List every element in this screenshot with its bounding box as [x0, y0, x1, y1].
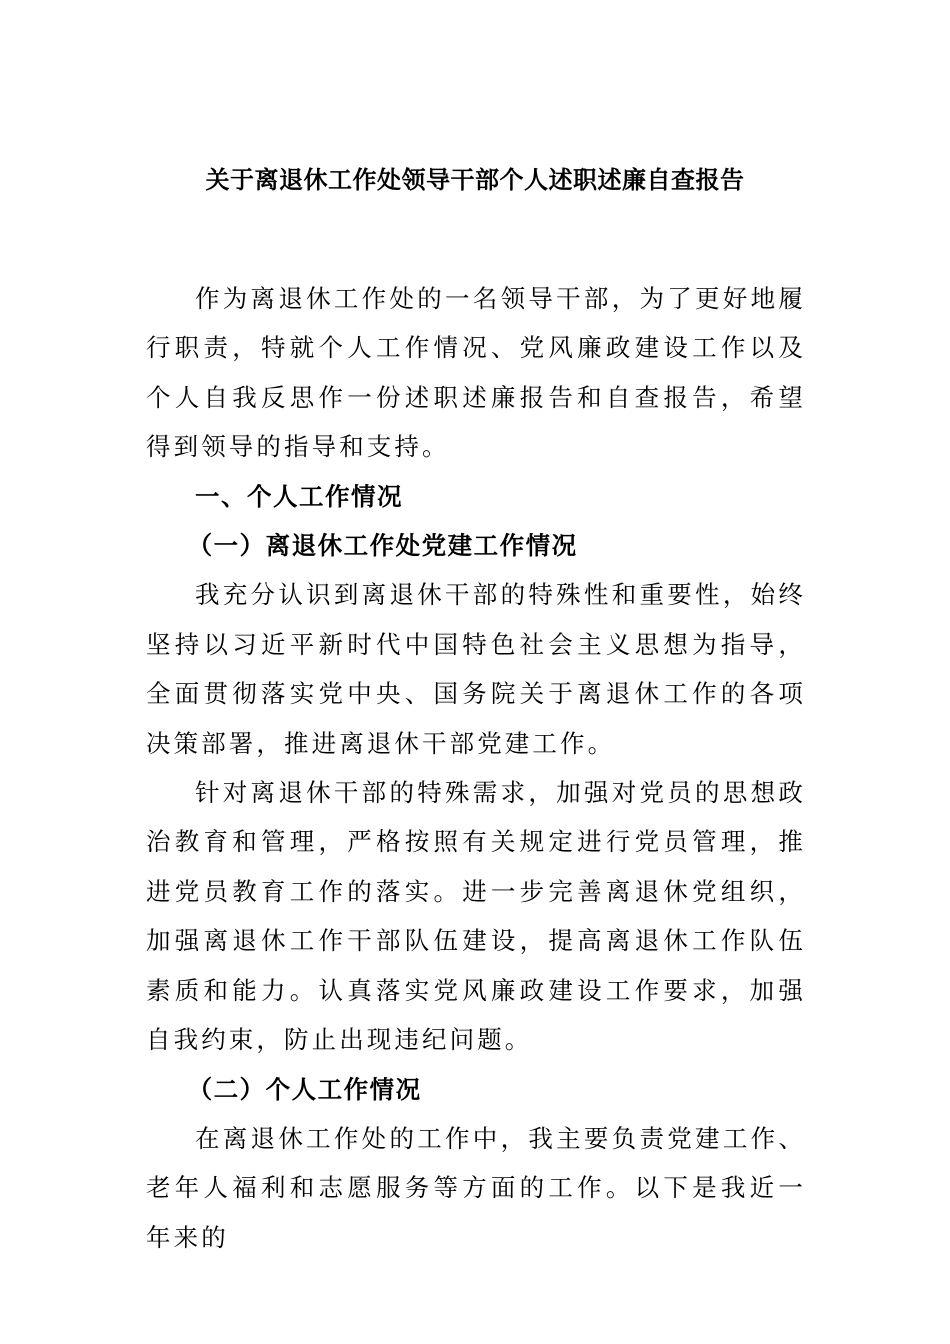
document-body	[146, 274, 806, 1262]
intro-paragraph: 作为离退休工作处的一名领导干部，为了更好地履行职责，特就个人工作情况、党风廉政建设工作以及个人自我反思作一份述职述廉报告和自查报告，希望得到领导的指导和支持。	[146, 284, 806, 462]
document-title: 关于离退休工作处领导干部个人述职述廉自查报告	[205, 165, 745, 194]
subsection-2-heading: （二）个人工作情况	[187, 1074, 422, 1104]
subsection-2-paragraph-1: 在离退休工作处的工作中，我主要负责党建工作、老年人福利和志愿服务等方面的工作。以下是我近一年来的	[146, 1123, 806, 1252]
subsection-1-paragraph-2: 针对离退休干部的特殊需求，加强对党员的思想政治教育和管理，严格按照有关规定进行党员管理，推进党员教育工作的落实。进一步完善离退休党组织，加强离退休工作干部队伍建设，提高离退休工作队伍素质和能力。认真落实党风廉政建设工作要求，加强自我约束，防止出现违纪问题。	[146, 778, 806, 1055]
section-1-heading: 一、个人工作情况	[195, 481, 403, 511]
subsection-1-paragraph-1: 我充分认识到离退休干部的特殊性和重要性，始终坚持以习近平新时代中国特色社会主义思想为指导，全面贯彻落实党中央、国务院关于离退休工作的各项决策部署，推进离退休干部党建工作。	[146, 580, 806, 758]
subsection-1-heading: （一）离退休工作处党建工作情况	[187, 531, 578, 561]
